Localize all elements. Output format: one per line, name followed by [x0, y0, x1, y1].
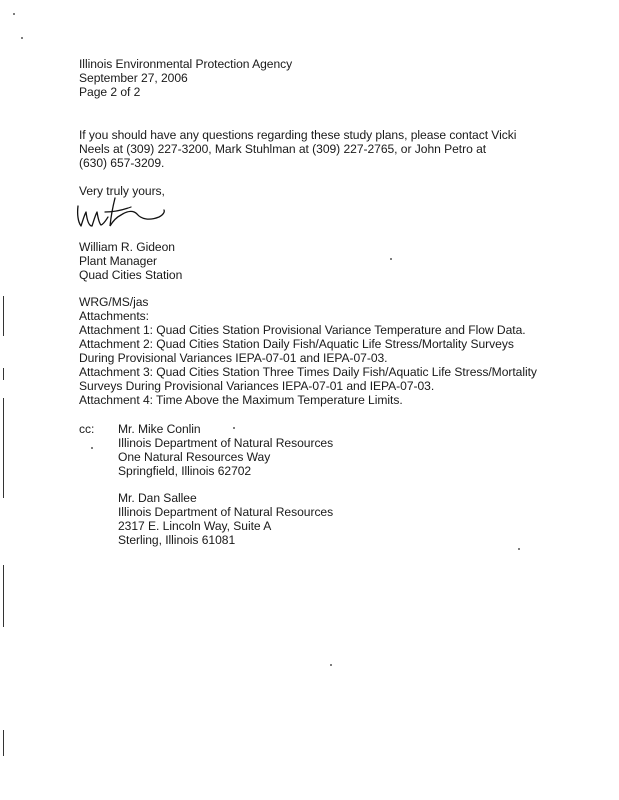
attachment-item: Attachment 4: Time Above the Maximum Temperature Limits. [79, 393, 403, 407]
cc-label: cc: [79, 422, 95, 436]
body-paragraph [79, 128, 516, 170]
scan-speck [390, 258, 392, 260]
reference-initials: WRG/MS/jas [79, 295, 149, 309]
scan-mark [3, 730, 4, 756]
cc-recipient-2 [118, 491, 333, 547]
signer-name: William R. Gideon [79, 240, 175, 254]
cc-recipient-address: 2317 E. Lincoln Way, Suite A [118, 519, 272, 533]
scan-speck [21, 37, 23, 39]
letter-header [79, 57, 292, 99]
attachment-item: During Provisional Variances IEPA-07-01 and IEPA-07-03. [79, 351, 388, 365]
attachment-item: Attachment 2: Quad Cities Station Daily Fish/Aquatic Life Stress/Mortality Surveys [79, 337, 514, 351]
attachment-item: Attachment 1: Quad Cities Station Provisional Variance Temperature and Flow Data. [79, 323, 526, 337]
signer-block [79, 240, 182, 282]
scan-speck [233, 427, 235, 429]
cc-recipient-city: Sterling, Illinois 61081 [118, 533, 236, 547]
scan-speck [13, 13, 15, 15]
body-line: Neels at (309) 227-3200, Mark Stuhlman at (309) 227-2765, or John Petro at [79, 142, 487, 156]
cc-recipient-name: Mr. Mike Conlin [118, 422, 201, 436]
attachment-item: Attachment 3: Quad Cities Station Three Times Daily Fish/Aquatic Life Stress/Mortality [79, 365, 537, 379]
scan-mark [3, 368, 4, 380]
scan-speck [518, 548, 520, 550]
header-date: September 27, 2006 [79, 71, 188, 85]
reference-block [79, 295, 537, 407]
header-page-number: Page 2 of 2 [79, 85, 141, 99]
cc-recipient-name: Mr. Dan Sallee [118, 491, 197, 505]
attachments-heading: Attachments: [79, 309, 149, 323]
scan-mark [3, 565, 4, 627]
handwritten-signature [75, 190, 167, 234]
closing-salutation: Very truly yours, [79, 184, 165, 198]
scan-mark [3, 398, 4, 498]
cc-recipient-org: Illinois Department of Natural Resources [118, 505, 334, 519]
scan-speck [330, 664, 332, 666]
cc-recipient-1 [118, 422, 333, 478]
signer-title: Plant Manager [79, 254, 158, 268]
cc-recipient-org: Illinois Department of Natural Resources [118, 436, 334, 450]
cc-recipient-city: Springfield, Illinois 62702 [118, 464, 252, 478]
scan-speck [91, 447, 93, 449]
scan-mark [3, 296, 4, 336]
attachment-item: Surveys During Provisional Variances IEPA-07-01 and IEPA-07-03. [79, 379, 435, 393]
body-line: If you should have any questions regarding these study plans, please contact Vicki [79, 128, 517, 142]
body-line: (630) 657-3209. [79, 156, 165, 170]
cc-recipient-address: One Natural Resources Way [118, 450, 271, 464]
signer-organization: Quad Cities Station [79, 268, 183, 282]
header-recipient-agency: Illinois Environmental Protection Agency [79, 57, 293, 71]
